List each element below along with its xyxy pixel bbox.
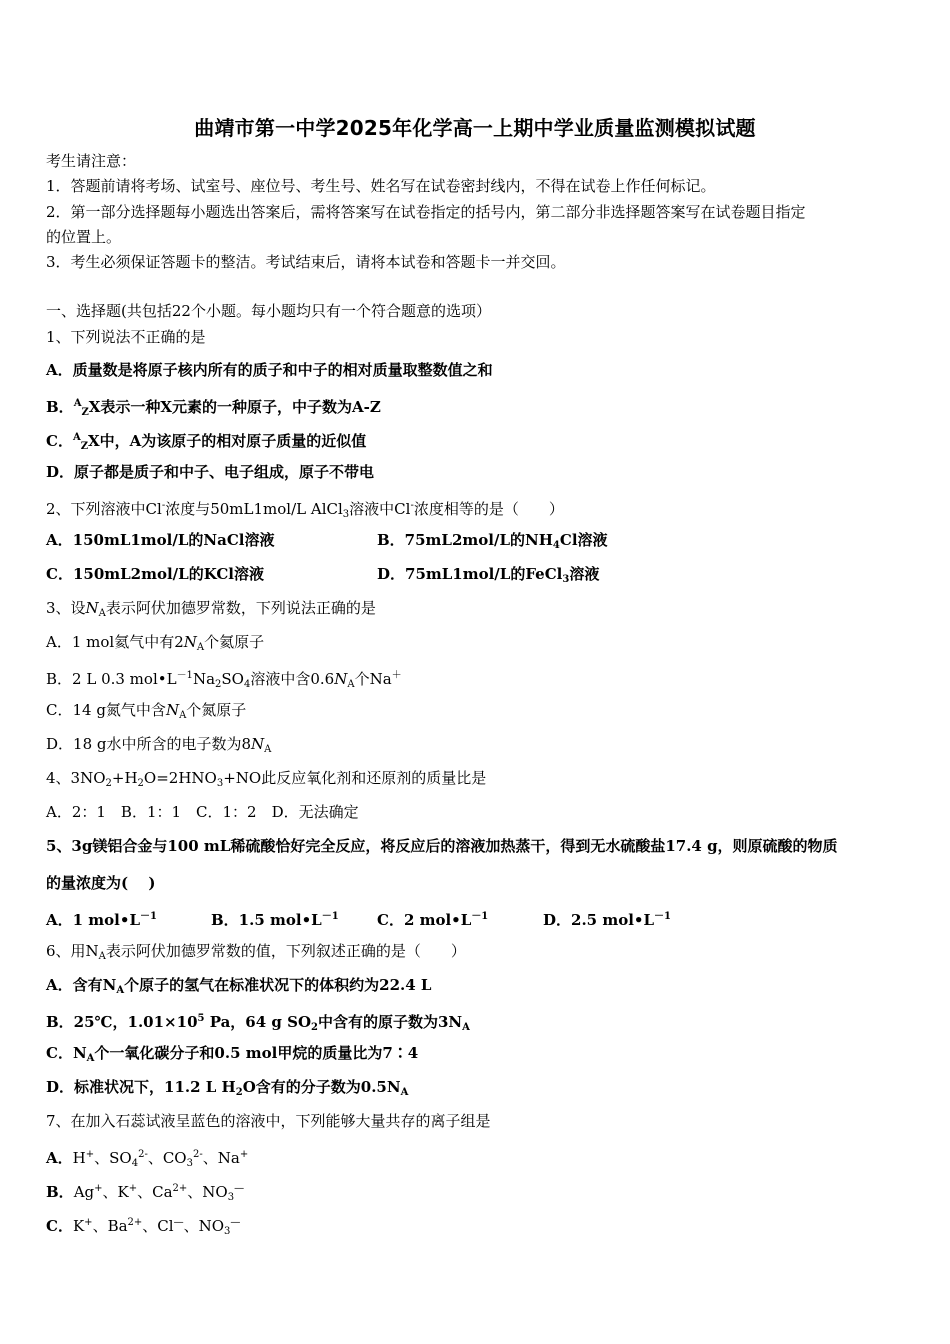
q1-stem: 1、下列说法不正确的是: [46, 328, 206, 346]
q4-options: A．2：1 B．1：1 C．1：2 D．无法确定: [46, 803, 359, 821]
q7-option-c: C．K+、$Ba^{2+}$、Cl—、$NO_3^—$: [46, 1217, 241, 1237]
q5-stem: 5、3g镁铝合金与100 mL稀硫酸恰好完全反应，将反应后的溶液加热蒸干，得到无水硫酸盐17.4 g，则原硫酸的物质: [46, 837, 838, 855]
section-heading: 一、选择题(共包括22个小题。每小题均只有一个符合题意的选项）: [46, 302, 491, 320]
q1-option-d: D．原子都是质子和中子、电子组成，原子不带电: [46, 463, 375, 481]
q6-option-b: B．25℃，$1.01\times 10^5$ Pa，64 g $SO_2$中含有的原子数为$3N_A$: [46, 1013, 470, 1033]
q7-option-a: A．H+、$SO_4^{2-}$、$CO_3^{2-}$、Na+: [46, 1149, 249, 1169]
q6-option-d: D．标准状况下，11.2 L $H_2O$含有的分子数为$0.5N_A$: [46, 1078, 409, 1098]
q3-option-b: B．2 L 0.3 $mol•L^{-1}Na_2SO_4$溶液中含$0.6N_A$个Na＋: [46, 670, 402, 690]
notice-header: 考生请注意：: [46, 152, 137, 170]
q3-option-a: A．1 mol氦气中有$2N_A$个氦原子: [46, 633, 265, 653]
q5-option-d: D．2.5 $mol•L^{-1}$: [543, 911, 672, 929]
q5-option-c: C．2 $mol•L^{-1}$: [377, 911, 489, 929]
q7-option-b: B．Ag+、K+、$Ca^{2+}$、$NO_3^—$: [46, 1183, 245, 1203]
q3-option-d: D．18 g水中所含的电子数为$8N_A$: [46, 735, 272, 755]
notice-item-2: 2．第一部分选择题每小题选出答案后，需将答案写在试卷指定的括号内，第二部分非选择题答案写在试卷题目指定: [46, 203, 806, 221]
q7-stem: 7、在加入石蕊试液呈蓝色的溶液中，下列能够大量共存的离子组是: [46, 1112, 491, 1130]
q2-option-a: A．150mL1mol/L的NaCl溶液: [46, 531, 275, 549]
q3-option-c: C．14 g氮气中含$N_A$个氮原子: [46, 701, 247, 721]
q5-option-a: A．1 $mol•L^{-1}$: [46, 911, 157, 929]
notice-item-1: 1．答题前请将考场、试室号、座位号、考生号、姓名写在试卷密封线内，不得在试卷上作任何标记。: [46, 177, 716, 195]
q5-stem-cont: 的量浓度为( ): [46, 874, 156, 892]
q6-stem: 6、用$N_A$表示阿伏加德罗常数的值，下列叙述正确的是（ ）: [46, 942, 466, 962]
q2-option-b: B．75mL2mol/L的$NH_4Cl$溶液: [377, 531, 608, 551]
q1-option-b: B．$^A_Z$X表示一种X元素的一种原子，中子数为A-Z: [46, 398, 381, 418]
q4-stem: 4、$3NO_2+H_2O=2HNO_3+NO$此反应氧化剂和还原剂的质量比是: [46, 769, 487, 789]
q2-option-d: D．75mL1mol/L的FeCl$_3$溶液: [377, 565, 600, 585]
q2-option-c: C．150mL2mol/L的KCl溶液: [46, 565, 264, 583]
notice-item-2-cont: 的位置上。: [46, 228, 122, 246]
q2-stem: 2、下列溶液中Cl-浓度与50mL1mol/L AlCl$_3$溶液中Cl-浓度相等的是（ ）: [46, 500, 564, 520]
q3-stem: 3、设$N_A$表示阿伏加德罗常数，下列说法正确的是: [46, 599, 376, 619]
q5-option-b: B．1.5 $mol•L^{-1}$: [211, 911, 339, 929]
q1-option-c: C．$^A_Z$X中，A为该原子的相对原子质量的近似值: [46, 432, 367, 452]
notice-item-3: 3．考生必须保证答题卡的整洁。考试结束后，请将本试卷和答题卡一并交回。: [46, 253, 566, 271]
q6-option-c: C．$N_A$个一氧化碳分子和0.5 mol甲烷的质量比为7∶4: [46, 1044, 419, 1064]
page-title: 曲靖市第一中学2025年化学高一上期中学业质量监测模拟试题: [194, 116, 756, 140]
q1-option-a: A．质量数是将原子核内所有的质子和中子的相对质量取整数值之和: [46, 361, 493, 379]
q6-option-a: A．含有$N_A$个原子的氢气在标准状况下的体积约为22.4 L: [46, 976, 432, 996]
